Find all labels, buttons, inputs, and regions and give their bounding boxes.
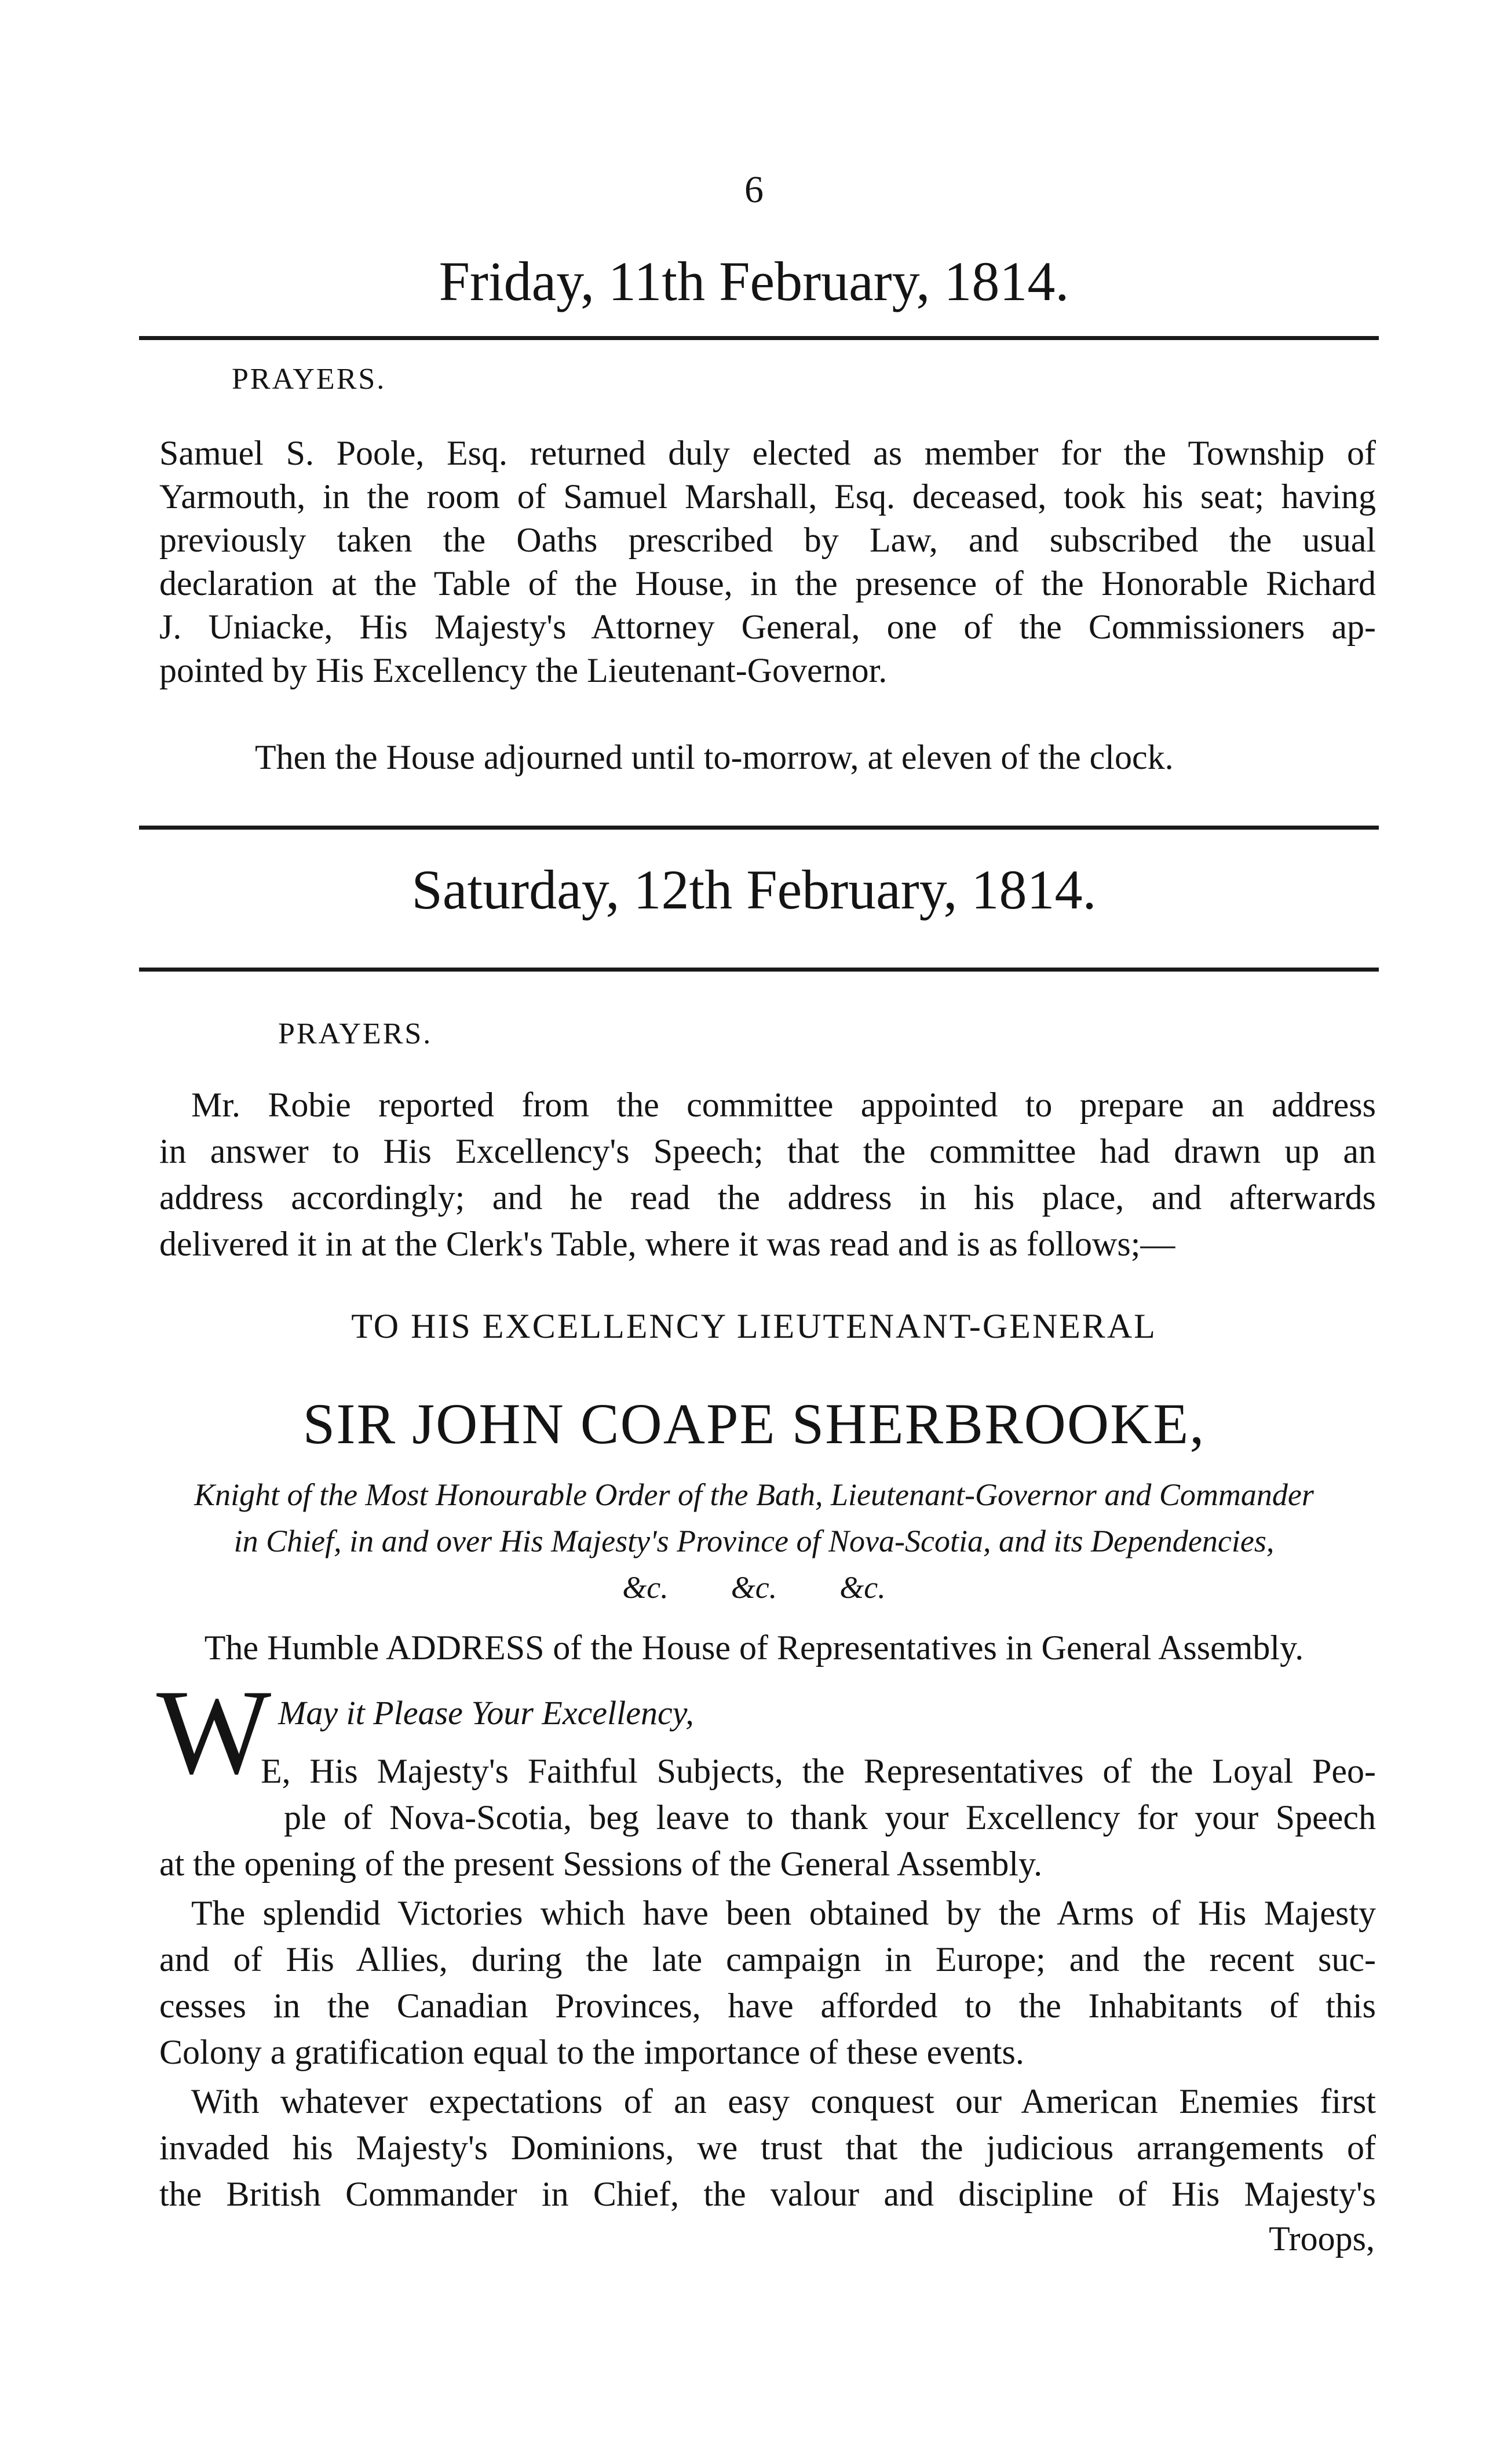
friday-date-heading: Friday, 11th February, 1814. [439,250,1069,312]
friday-para-line: Yarmouth, in the room of Samuel Marshall, Esq. deceased, took his seat; having [159,477,1376,516]
address-to-line: TO HIS EXCELLENCY LIEUTENANT-GENERAL [351,1307,1157,1345]
address-body-line: E, His Majesty's Faithful Subjects, the Representatives of the Loyal Peo- [261,1752,1376,1790]
address-body-line: cesses in the Canadian Provinces, have afforded to the Inhabitants of this [159,1987,1376,2025]
address-body-line: the British Commander in Chief, the valour and discipline of His Majesty's [159,2175,1376,2213]
prayers-heading-saturday: PRAYERS. [278,1017,433,1050]
address-body-line: ple of Nova-Scotia, beg leave to thank your Excellency for your Speech [284,1798,1376,1837]
friday-para-line: declaration at the Table of the House, in the presence of the Honorable Richard [159,564,1376,603]
etcetera-line: &c. &c. &c. [622,1570,886,1605]
section-rule [139,968,1379,972]
knight-title-line: in Chief, in and over His Majesty's Province of Nova-Scotia, and its Dependencies, [233,1524,1275,1558]
saturday-para-line: Mr. Robie reported from the committee appointed to prepare an address [191,1086,1376,1124]
friday-para-line: J. Uniacke, His Majesty's Attorney General, one of the Commissioners ap- [159,608,1376,646]
section-rule [139,336,1379,340]
page-number: 6 [744,169,764,211]
saturday-para-line: address accordingly; and he read the address in his place, and afterwards [159,1178,1376,1217]
saturday-para-line: in answer to His Excellency's Speech; that the committee had drawn up an [159,1132,1376,1170]
catchword: Troops, [1269,2220,1375,2258]
knight-title-line: Knight of the Most Honourable Order of the Bath, Lieutenant-Governor and Commander [194,1477,1314,1512]
prayers-heading-friday: PRAYERS. [232,363,386,396]
section-rule [139,826,1379,830]
humble-address-title: The Humble ADDRESS of the House of Representatives in General Assembly. [204,1629,1304,1667]
address-body-line: The splendid Victories which have been obtained by the Arms of His Majesty [191,1894,1376,1932]
address-body-line: With whatever expectations of an easy conquest our American Enemies first [191,2082,1376,2120]
salutation: May it Please Your Excellency, [278,1694,694,1732]
saturday-date-heading: Saturday, 12th February, 1814. [411,859,1097,921]
adjournment-line: Then the House adjourned until to-morrow, at eleven of the clock. [255,738,1174,776]
drop-cap-letter: W [156,1665,272,1799]
address-body-line: invaded his Majesty's Dominions, we trust that the judicious arrangements of [159,2129,1376,2167]
friday-para-line: previously taken the Oaths prescribed by Law, and subscribed the usual [159,521,1376,559]
friday-para-line: pointed by His Excellency the Lieutenant-Governor. [159,651,888,689]
friday-para-line: Samuel S. Poole, Esq. returned duly elected as member for the Township of [159,434,1376,472]
address-body-line: Colony a gratification equal to the importance of these events. [159,2033,1024,2071]
address-body-line: and of His Allies, during the late campaign in Europe; and the recent suc- [159,1940,1376,1978]
address-recipient-name: SIR JOHN COAPE SHERBROOKE, [302,1392,1206,1456]
address-body-line: at the opening of the present Sessions of the General Assembly. [159,1845,1043,1883]
saturday-para-line: delivered it in at the Clerk's Table, where it was read and is as follows;— [159,1225,1175,1263]
